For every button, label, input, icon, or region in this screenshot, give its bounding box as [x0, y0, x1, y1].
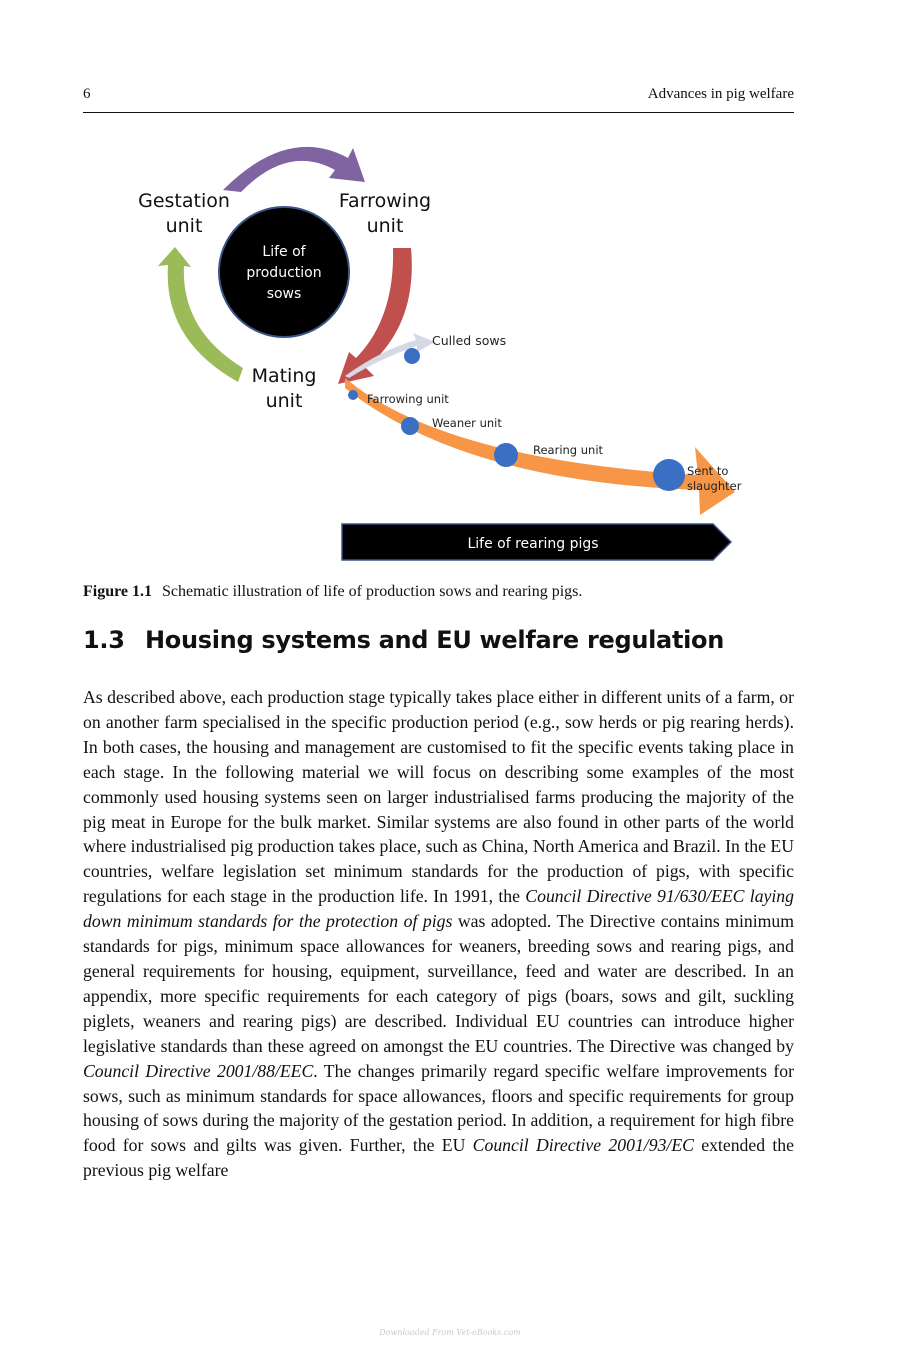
farrowing-unit-label-1: Farrowing — [338, 190, 432, 212]
footer-watermark: Downloaded From Vet-eBooks.com — [379, 1328, 521, 1337]
mating-unit-label-1: Mating — [251, 365, 317, 387]
culled-sows-label: Culled sows — [432, 333, 507, 348]
slaughter-dot — [653, 459, 685, 491]
running-title: Advances in pig welfare — [647, 86, 794, 102]
sent-to-slaughter-label-1: Sent to — [687, 464, 729, 478]
figure-label: Figure 1.1 — [83, 583, 153, 600]
section-number: 1.3 — [83, 626, 125, 654]
purple-cycle-arrow — [223, 147, 365, 192]
sow-life-label-3: sows — [266, 286, 302, 302]
sow-life-label-2: production — [246, 265, 322, 281]
sent-to-slaughter-label-2: slaughter — [687, 479, 742, 493]
sow-life-label-1: Life of — [262, 244, 306, 260]
rearing-pigs-banner-label: Life of rearing pigs — [467, 536, 599, 552]
header-rule — [83, 112, 794, 113]
figure-1-1 — [83, 130, 794, 570]
figure-caption-text: Schematic illustration of life of production sows and rearing pigs. — [162, 583, 583, 600]
culled-sows-dot — [404, 348, 420, 364]
gestation-unit-label-2: unit — [165, 215, 203, 237]
section-heading — [83, 626, 794, 654]
weaner-unit-dot — [401, 417, 419, 435]
figure-caption — [83, 583, 794, 601]
farrowing-unit-small-label: Farrowing unit — [367, 392, 449, 406]
section-title: Housing systems and EU welfare regulation — [145, 626, 725, 654]
rearing-unit-dot — [494, 443, 518, 467]
rearing-unit-label: Rearing unit — [533, 443, 604, 457]
body-text-part-d: extended the previous pig welfare — [83, 1135, 794, 1181]
mating-unit-label-2: unit — [265, 390, 303, 412]
body-paragraph — [83, 685, 794, 1183]
body-text-part-c: . The changes primarily regard specific welfare improvements for sows, such as minimum standards for space allowances, floors and specific requirements for group housing of sows during the majority of the gestation period. In addition, a requirement for high fibre food for sows and gilts was given. Further, the EU — [83, 1060, 794, 1156]
directive-2001-93-title: Council Directive 2001/93/EC — [472, 1135, 694, 1156]
directive-91-630-title: Council Directive 91/630/EEC laying down minimum standards for the protection of pigs — [83, 886, 794, 932]
farrowing-unit-dot — [348, 390, 358, 400]
body-text-part-a: As described above, each production stage typically takes place either in different units of a farm, or on another farm specialised in the specific production period (e.g., sow herds or pig rearing herds). In both cases, the housing and management are customised to fit the specific events taking place in each stage. In the following material we will focus on describing some examples of the most commonly used housing systems seen on larger industrialised farms producing the majority of the pig meat in Europe for the bulk market. Similar systems are also found in other parts of the world where industrialised pig production takes place, such as China, North America and Brazil. In the EU countries, welfare legislation set minimum standards for the production of pigs, with specific regulations for each stage in the production life. In 1991, the — [83, 687, 794, 907]
body-text-part-b: was adopted. The Directive contains minimum standards for pigs, minimum space allowances for weaners, breeding sows and rearing pigs, and general requirements for housing, equipment, surveillance, feed and water are described. In an appendix, more specific requirements for each category of pigs (boars, sows and gilt, suckling piglets, weaners and rearing pigs) are described. Individual EU countries can introduce higher legislative standards than these agreed on amongst the EU countries. The Directive was changed by — [83, 911, 795, 1056]
directive-2001-88-title: Council Directive 2001/88/EEC — [83, 1060, 314, 1081]
farrowing-unit-label-2: unit — [366, 215, 404, 237]
weaner-unit-label: Weaner unit — [432, 416, 502, 430]
page-number: 6 — [83, 86, 91, 102]
gestation-unit-label-1: Gestation — [138, 190, 230, 212]
